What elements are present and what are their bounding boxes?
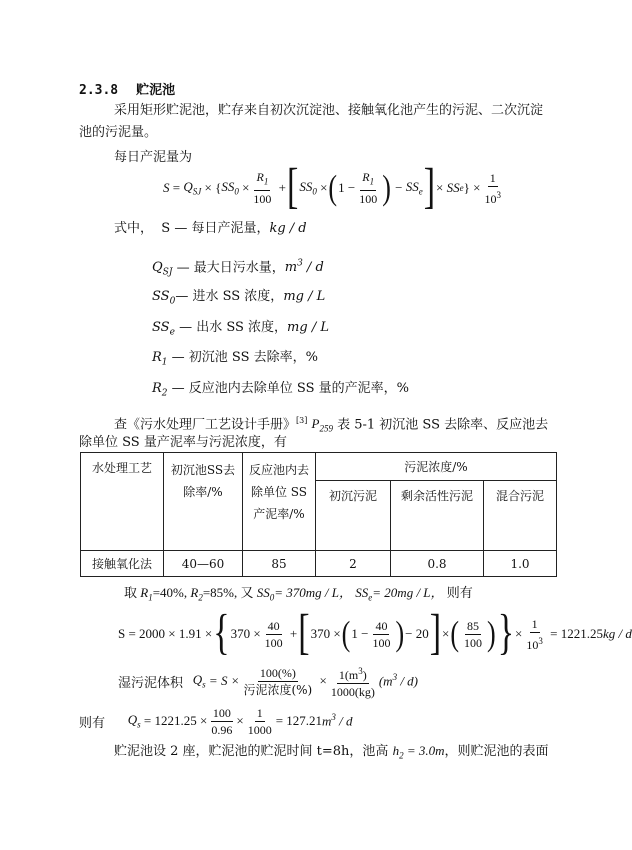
calc-formula: S = 2000 × 1.91 × { 370 × $\frac{40}{100}$ + [ 370 × ( 1 − $\frac{40}{100}$ ) − 20 ] × ( $\frac{85}{100}$ ) } × $\frac{1}{10^3}$ = 1221.25 kg / d (118, 606, 632, 661)
final-line: 贮泥池设 2 座，贮泥池的贮泥时间 t=8h，池高 $h_2 = 3.0m$，则贮泥池的表面 (114, 743, 549, 761)
def-ss0: $SS_0—$ 进水 SS 浓度，mg / L (152, 289, 326, 307)
then-formula: 则有 $Q_s$ = 1221.25 × $\frac{100}{0.96}$ × $\frac{1}{1000}$ = 127.21 $m^3$ / d (79, 705, 353, 737)
formula-sse: $SS_e$ (405, 179, 423, 197)
formula-one: 1 (338, 180, 345, 195)
intro-line-1: 采用矩形贮泥池，贮存来自初次沉淀池、接触氧化池产生的污泥、二次沉淀 (114, 103, 544, 118)
formula-ss0: $SS_0$ (221, 179, 239, 197)
daily-sludge-label: 每日产泥量为 (114, 150, 193, 165)
sludge-table (80, 452, 557, 577)
th-process: 水处理工艺 (81, 453, 164, 551)
def-r1: $R_1$ — 初沉池 SS 去除率，% (152, 350, 319, 368)
def-q: $Q_{SJ}$ — 最大日污水量，$m^3$ / d (152, 259, 324, 278)
cell-primary: 2 (316, 551, 391, 577)
section-heading (79, 79, 175, 98)
th-mixed: 混合污泥 (484, 481, 557, 551)
fraction-thousand: $\frac{1}{10^3}$ (484, 170, 501, 206)
cell-yield: 85 (243, 551, 316, 577)
cell-activated: 0.8 (391, 551, 484, 577)
fraction-r1: $\frac{R_1}{100}$ (253, 170, 272, 206)
fraction-r1-b: $\frac{R_1}{100}$ (359, 170, 378, 206)
formula-q: $Q_{SJ}$ (183, 179, 202, 197)
take-values: 取 $R_1=40\%$, $R_2=85\%$, 又 $SS_0= 370mg / L$， $SS_e= 20mg / L$， 则有 (124, 585, 473, 603)
formula-ss0-b: $SS_0$ (299, 179, 317, 197)
th-yield: 反应池内去除单位 SS产泥率/% (243, 453, 316, 551)
th-removal: 初沉池SS去除率/% (164, 453, 243, 551)
def-r2: $R_2$ — 反应池内去除单位 SS 量的产泥率，% (152, 381, 410, 399)
def-sse: $SS_e$ — 出水 SS 浓度，mg / L (152, 320, 329, 338)
intro-line-2: 池的污泥量。 (79, 125, 158, 140)
th-activated: 剩余活性污泥 (391, 481, 484, 551)
main-formula: S = $Q_{SJ}$ × { $SS_0$ × $\frac{R_1}{100}$ + [ $SS_0$ × ( 1 − $\frac{R_1}{100}$ ) − $SS_e$ ] × SS e } × $\frac{1}{10^3}$ (163, 160, 501, 215)
reference-line-1: 查《污水处理厂工艺设计手册》[3] $P_{259}$ 表 5-1 初沉池 SS 去除率、反应池去 (114, 416, 549, 434)
table-row (81, 551, 557, 577)
th-primary: 初沉污泥 (316, 481, 391, 551)
wet-sludge-formula: 湿污泥体积 $Q_s$ = S × $\frac{100(\%)}{\text{污泥浓度(\%)}}$ × $\frac{1(m^3)}{1000(kg)}$ $(m^3 / d)$ (118, 665, 419, 699)
reference-line-2: 除单位 SS 量产泥率与污泥浓度，有 (79, 435, 287, 450)
def-s: 式中， S — 每日产泥量，kg / d (114, 221, 307, 236)
cell-mixed: 1.0 (484, 551, 557, 577)
section-number: 2.3.8 (79, 83, 119, 98)
th-concentration: 污泥浓度/% (316, 453, 557, 481)
cell-removal: 40—60 (164, 551, 243, 577)
section-title: 贮泥池 (136, 83, 176, 98)
cell-process: 接触氧化法 (81, 551, 164, 577)
formula-s: S (163, 180, 170, 195)
